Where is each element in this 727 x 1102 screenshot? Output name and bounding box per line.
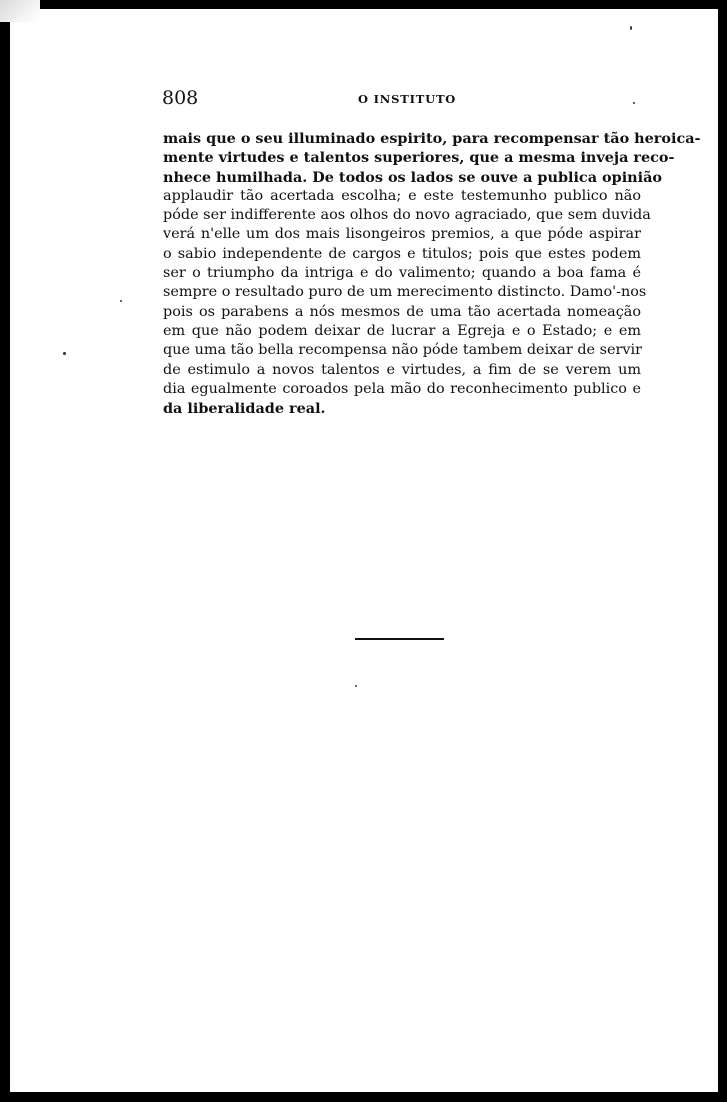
text-line: póde ser indifferente aos olhos do novo agraciado, que sem duvida: [163, 207, 651, 224]
scan-speck: [633, 102, 635, 104]
page-header: [162, 87, 642, 111]
scan-speck: [120, 300, 122, 302]
text-line: de estimulo a novos talentos e virtudes, a fim de se verem um: [163, 361, 641, 378]
scan-speck: [63, 352, 66, 355]
text-line: mente virtudes e talentos superiores, que a mesma inveja reco-: [163, 149, 675, 167]
text-line: ser o triumpho da intriga e do valimento; quando a boa fama é: [163, 265, 641, 282]
text-line: dia egualmente coroados pela mão do reconhecimento publico e: [163, 380, 641, 397]
scan-border-right: [718, 0, 727, 1102]
text-line: verá n'elle um dos mais lisongeiros premios, a que póde aspirar: [163, 226, 641, 243]
scan-speck: [355, 685, 357, 687]
text-line: em que não podem deixar de lucrar a Egreja e o Estado; e em: [163, 322, 641, 339]
scan-corner-smudge: [0, 0, 40, 22]
text-line: o sabio independente de cargos e titulos; pois que estes podem: [163, 245, 641, 262]
scan-border-left: [0, 22, 10, 1102]
scan-border-top: [40, 0, 727, 9]
text-line: nhece humilhada. De todos os lados se ouve a publica opinião: [163, 168, 663, 186]
scan-border-bottom: [0, 1092, 727, 1102]
body-paragraph: [163, 129, 701, 418]
text-line: pois os parabens a nós mesmos de uma tão acertada nomeação: [163, 303, 641, 320]
text-line: sempre o resultado puro de um merecimento distincto. Damo'-nos: [163, 284, 647, 301]
page-number: 808: [162, 87, 199, 109]
scan-speck: [630, 26, 632, 30]
text-line: applaudir tão acertada escolha; e este testemunho publico não: [163, 187, 641, 204]
section-end-rule: [355, 638, 444, 640]
running-title: O INSTITUTO: [358, 92, 457, 106]
text-line: mais que o seu illuminado espirito, para recompensar tão heroica-: [163, 130, 701, 147]
text-line-last: da liberalidade real.: [163, 400, 326, 418]
text-line: que uma tão bella recompensa não póde tambem deixar de servir: [163, 342, 643, 359]
